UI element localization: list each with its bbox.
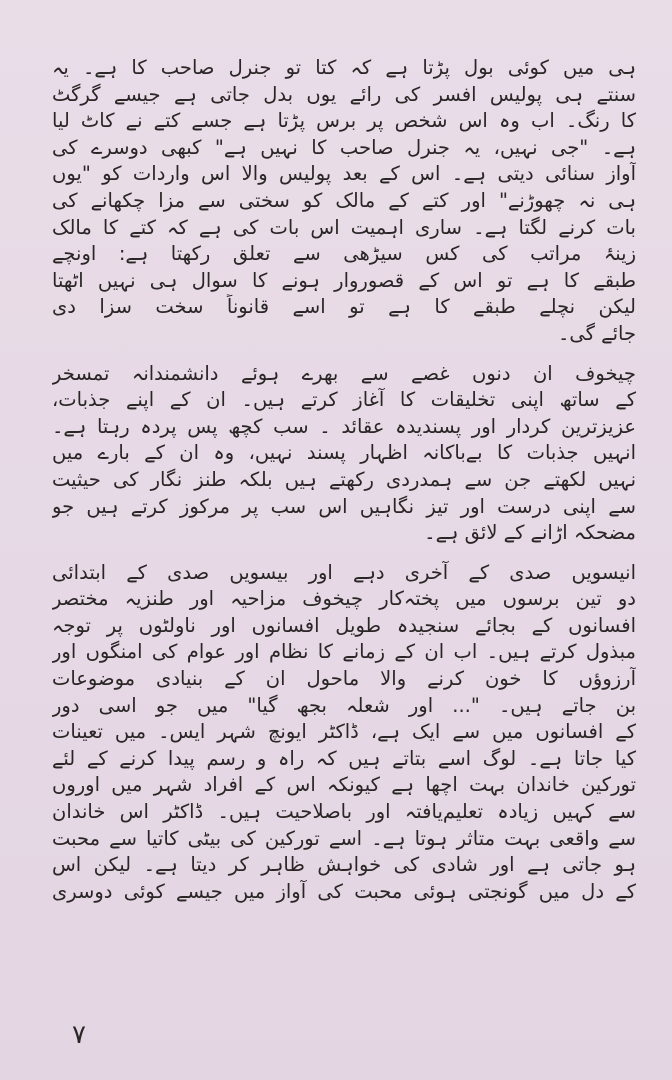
text-line: بات کرنے لگتا ہے۔ ساری اہمیت اس بات کی ہے کہ کتے کا مالک xyxy=(52,215,636,239)
text-line: آواز سنائی دیتی ہے۔ اس کے بعد پولیس والا اس واردات کو "یوں xyxy=(52,162,636,186)
text-line: انہیں جذبات کا بےباکانہ اظہار پسند نہیں، وہ ان کے بارے میں xyxy=(52,441,636,465)
text-line: ہی میں کوئی بول پڑتا ہے کہ کتا تو جنرل صاحب کا ہے۔ یہ xyxy=(52,56,636,79)
text-line: عزیزترین کردار اور پسندیدہ عقائد ۔ سب کچھ پس پردہ رہتا ہے۔ xyxy=(52,414,636,438)
text-line: ہے۔ "جی نہیں، یہ جنرل صاحب کا نہیں ہے" کبھی دوسرے کی xyxy=(52,135,636,159)
text-line: کے افسانوں میں سے ایک ہے، ڈاکٹر ایونچ شہر ایس۔ میں تعینات xyxy=(52,720,636,744)
text-line: آرزوؤں کا خون کرنے والا ماحول ان کے بنیادی موضوعات xyxy=(52,667,636,691)
text-line: جائے گی۔ xyxy=(557,321,636,345)
text-line: ہی نہ چھوڑنے" اور کتے کے مالک کو سختی سے مزا چکھانے کی xyxy=(52,188,636,212)
text-line: افسانوں کے بجائے سنجیدہ طویل افسانوں اور ناولٹوں پر توجہ xyxy=(52,613,636,637)
text-line: سے واقعی بہت متاثر ہوتا ہے۔ اسے تورکین کی بیٹی کاتیا سے محبت xyxy=(52,826,636,850)
paragraph-2 xyxy=(52,361,636,547)
text-line: ہو جاتی ہے اور شادی کی خواہش ظاہر کر دیتا ہے۔ لیکن اس xyxy=(52,853,636,877)
text-line: دو تین برسوں میں پختہ‌کار چیخوف مزاحیہ اور طنزیہ مختصر xyxy=(52,587,636,611)
paragraph-3 xyxy=(52,560,636,906)
text-line: انیسویں صدی کے آخری دہے اور بیسویں صدی کے ابتدائی xyxy=(52,560,636,584)
text-line: طبقے کا ہے تو اس کے قصوروار ہونے کا سوال ہی نہیں اٹھتا xyxy=(52,268,636,292)
text-line: سنتے ہی پولیس افسر کی رائے یوں بدل جاتی ہے جیسے گرگٹ xyxy=(52,82,636,106)
text-line: کا رنگ۔ اب وہ اس شخص پر برس پڑتا ہے جسے کتے نے کاٹ لیا xyxy=(52,109,636,133)
text-line: کیا جاتا ہے۔ لوگ اسے بتاتے ہیں کہ راہ و رسم پیدا کرنے کے لئے xyxy=(52,746,636,770)
paragraph-1 xyxy=(52,55,636,348)
text-line: بن جاتے ہیں۔ "... اور شعلہ بجھ گیا" میں جو اسی دور xyxy=(52,693,636,717)
page-number: ۷ xyxy=(72,1020,86,1050)
text-line: مضحکہ اڑانے کے لائق ہے۔ xyxy=(424,521,636,545)
text-line: زینۂ مراتب کی کس سیڑھی سے تعلق رکھتا ہے: اونچے xyxy=(52,242,636,266)
text-line: سے اپنی درست اور تیز نگاہیں اس سب پر مرکوز کرتے ہیں جو xyxy=(52,494,636,518)
text-line: سے کہیں زیادہ تعلیم‌یافتہ اور باصلاحیت ہیں۔ ڈاکٹر اس خاندان xyxy=(52,800,636,824)
text-line: مبذول کرتے ہیں۔ اب ان کے زمانے کا نظام اور عوام کی امنگوں اور xyxy=(52,640,636,664)
text-line: کے دل میں گونجتی ہوئی محبت کی آواز میں جیسے کوئی دوسری xyxy=(52,879,636,903)
text-line: کے ساتھ اپنی تخلیقات کا آغاز کرتے ہیں۔ ان کے اپنے جذبات، xyxy=(52,388,636,412)
text-line: تورکین خاندان بہت اچھا ہے کیونکہ اس کے افراد شہر میں اوروں xyxy=(52,773,636,797)
page-body-text xyxy=(52,55,636,905)
text-line: لیکن نچلے طبقے کا ہے تو اسے قانوناً سخت سزا دی xyxy=(52,295,636,319)
text-line: نہیں لکھتے جن سے ہمدردی رکھتے ہیں بلکہ طنز نگار کی حیثیت xyxy=(52,467,636,491)
text-line: چیخوف ان دنوں غصے سے بھرے ہوئے دانشمندانہ تمسخر xyxy=(52,361,636,385)
